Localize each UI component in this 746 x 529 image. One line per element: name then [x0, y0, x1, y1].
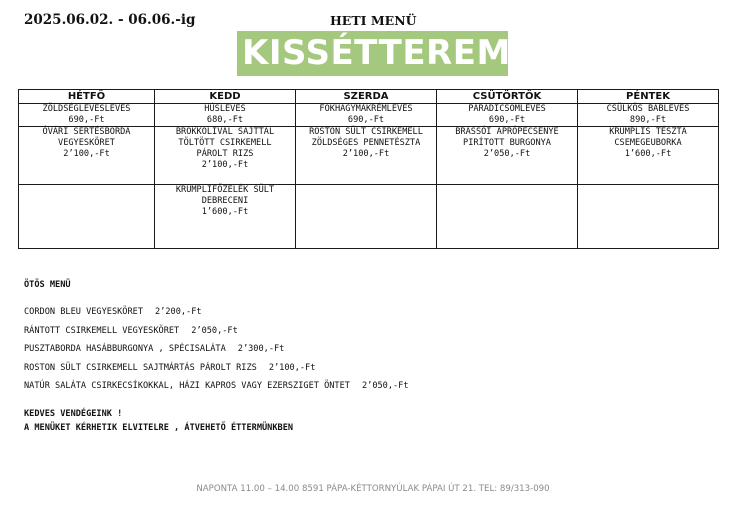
logo-text: KISSÉTTEREM — [242, 33, 511, 73]
soup-name: ZÖLDSÉGLEVESLEVES — [42, 104, 131, 114]
main-dish-line: PIRÍTOTT BURGONYA — [463, 138, 551, 148]
day-tuesday: KEDD — [155, 90, 296, 104]
soup-friday — [578, 104, 719, 127]
extra-tuesday — [155, 185, 296, 249]
fixed-menu-list — [24, 303, 409, 396]
list-item — [24, 303, 409, 322]
main-price: 1’600,-Ft — [624, 149, 672, 159]
main-course-row — [19, 127, 719, 185]
restaurant-logo — [237, 31, 511, 76]
extra-dish-line: DEBRECENI — [201, 196, 249, 206]
list-item — [24, 377, 409, 396]
soup-monday — [19, 104, 155, 127]
main-dish-line: BRASSÓI APRÓPECSENYE — [455, 127, 559, 137]
main-dish-line: CSEMEGEUBORKA — [614, 138, 682, 148]
soup-price: 890,-Ft — [629, 115, 667, 125]
main-dish-line: PÁROLT RIZS — [196, 149, 254, 159]
fixed-item-price: 2’200,-Ft — [155, 307, 202, 317]
soup-price: 690,-Ft — [488, 115, 526, 125]
soup-name: FOKHAGYMAKRÉMLEVES — [319, 104, 413, 114]
fixed-item-price: 2’300,-Ft — [237, 344, 285, 354]
soup-price: 680,-Ft — [206, 115, 244, 125]
main-tuesday — [155, 127, 296, 185]
extra-course-row — [19, 185, 719, 249]
fixed-item-name: ROSTON SÜLT CSIRKEMELL SAJTMÁRTÁS PÁROLT RIZS — [24, 362, 257, 373]
fixed-item-price: 2’050,-Ft — [361, 381, 409, 391]
fixed-item-name: NATÚR SALÁTA CSIRKECSÍKOKKAL, HÁZI KAPROS VAGY EZERSZIGET ÖNTET — [24, 381, 350, 391]
fixed-item-name: RÁNTOTT CSIRKEMELL VEGYESKÖRET — [24, 325, 180, 336]
extra-monday — [19, 185, 155, 249]
day-thursday: CSÜTÖRTÖK — [437, 90, 578, 104]
footer-contact: NAPONTA 11.00 – 14.00 8591 PÁPA-KÉTTORNYÚLAK PÁPAI ÚT 21. TEL: 89/313-090 — [196, 484, 550, 494]
main-dish-line: ZÖLDSÉGES PENNETÉSZTA — [311, 138, 421, 148]
day-friday: PÉNTEK — [578, 90, 719, 104]
main-price: 2’050,-Ft — [483, 149, 531, 159]
extra-wednesday — [296, 185, 437, 249]
list-item — [24, 322, 409, 341]
main-dish-line: VEGYESKÖRET — [58, 138, 115, 148]
date-range: 2025.06.02. - 06.06.-ig — [24, 12, 196, 28]
main-friday — [578, 127, 719, 185]
soup-name: HÚSLEVES — [204, 104, 246, 114]
soup-thursday — [437, 104, 578, 127]
main-thursday — [437, 127, 578, 185]
main-price: 2’100,-Ft — [201, 160, 249, 170]
list-item — [24, 340, 409, 359]
main-wednesday — [296, 127, 437, 185]
extra-friday — [578, 185, 719, 249]
main-dish-line: TÖLTÖTT CSIRKEMELL — [178, 138, 272, 148]
soup-wednesday — [296, 104, 437, 127]
day-monday: HÉTFŐ — [19, 90, 155, 104]
soup-tuesday — [155, 104, 296, 127]
soup-name: CSÜLKÖS BABLEVES — [606, 104, 690, 114]
fixed-item-price: 2’050,-Ft — [191, 325, 238, 336]
fixed-item-name: PUSZTABORDA HASÁBBURGONYA , SPÉCISALÁTA — [24, 344, 226, 354]
day-header-row — [19, 90, 719, 104]
fixed-item-price: 2’100,-Ft — [268, 362, 316, 373]
extra-price: 1’600,-Ft — [201, 207, 249, 217]
notice-line-1: KEDVES VENDÉGEINK ! — [24, 409, 123, 419]
page-title: HETI MENÜ — [330, 13, 417, 28]
main-dish-line: KRUMPLIS TÉSZTA — [609, 127, 687, 137]
day-wednesday: SZERDA — [296, 90, 437, 104]
main-dish-line: ÓVÁRI SERTÉSBORDA — [42, 127, 131, 137]
soup-price: 690,-Ft — [68, 115, 105, 125]
fixed-menu-title: ÖTÖS MENÜ — [24, 280, 71, 290]
fixed-item-name: CORDON BLEU VEGYESKÖRET — [24, 307, 143, 317]
soup-price: 690,-Ft — [347, 115, 385, 125]
soup-row — [19, 104, 719, 127]
main-price: 2’100,-Ft — [63, 149, 110, 159]
main-monday — [19, 127, 155, 185]
main-dish-line: ROSTON SÜLT CSIRKEMELL — [309, 127, 423, 137]
main-dish-line: BROKKOLIVAL SAJTTAL — [175, 127, 275, 137]
guest-notice — [24, 407, 293, 435]
notice-line-2: A MENÜKET KÉRHETIK ELVITELRE , ÁTVEHETŐ ÉTTERMÜNKBEN — [24, 423, 294, 433]
list-item — [24, 359, 409, 378]
extra-thursday — [437, 185, 578, 249]
weekly-menu-table — [18, 89, 719, 249]
main-price: 2’100,-Ft — [342, 149, 390, 159]
extra-dish-line: KRUMPLIFŐZELÉK SÜLT — [175, 185, 275, 195]
soup-name: PARADICSOMLEVES — [468, 104, 546, 114]
